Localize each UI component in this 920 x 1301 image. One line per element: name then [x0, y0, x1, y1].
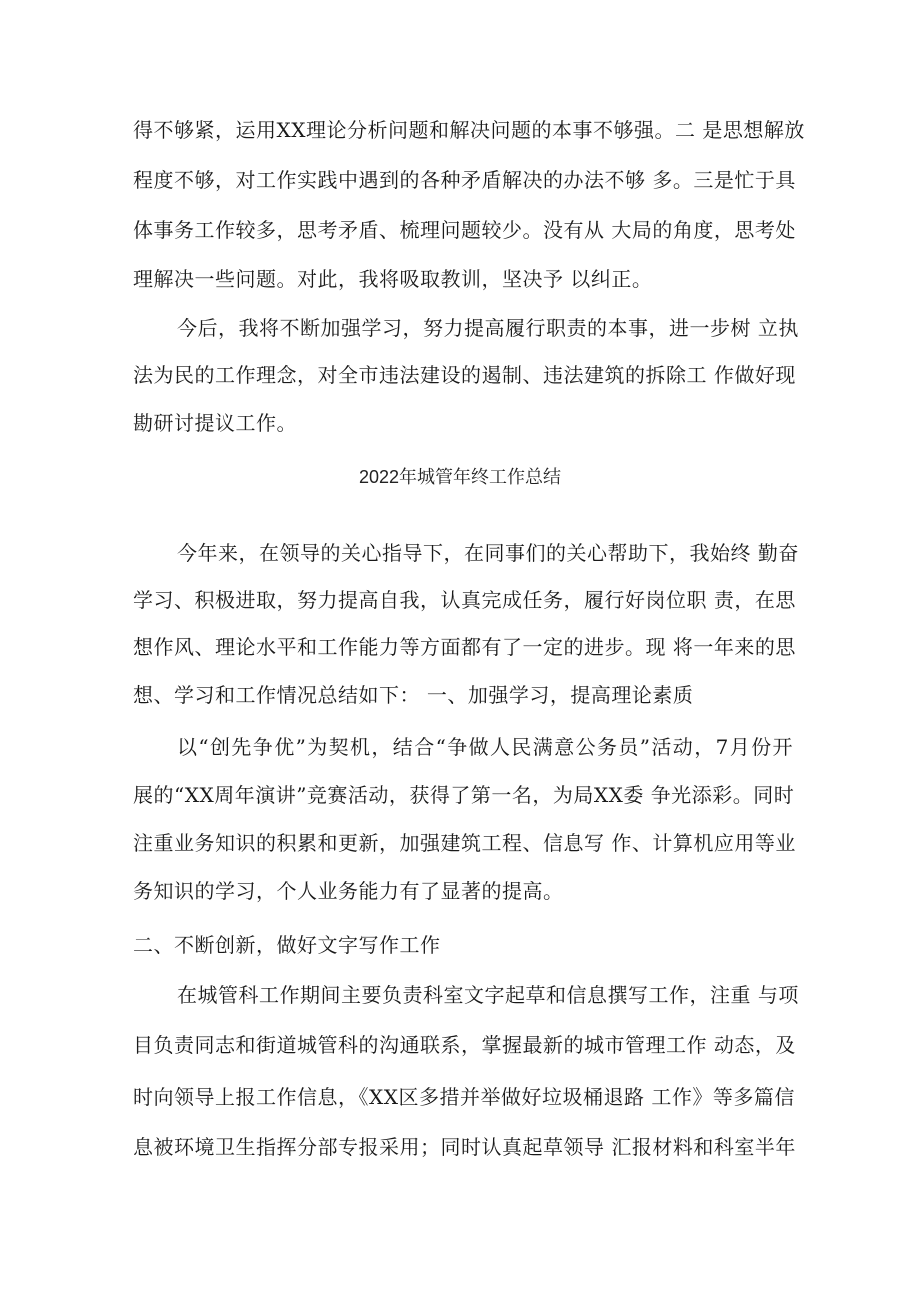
paragraph-line: 目负责同志和街道城管科的沟通联系，掌握最新的城市管理工作 动态，及 [133, 1033, 796, 1057]
section-heading: 二、不断创新，做好文字写作工作 [133, 933, 441, 957]
paragraph-line: 得不够紧，运用XX理论分析问题和解决问题的本事不够强。二 是思想解放 [133, 118, 805, 142]
paragraph-line: 想、学习和工作情况总结如下： 一、加强学习，提高理论素质 [133, 683, 694, 707]
paragraph-line: 勘研讨提议工作。 [133, 411, 297, 435]
paragraph-line: 注重业务知识的积累和更新，加强建筑工程、信息写 作、计算机应用等业 [133, 831, 796, 855]
paragraph-line: 展的“XX周年演讲”竞赛活动，获得了第一名，为局XX委 争光添彩。同时 [133, 783, 795, 807]
paragraph-line: 体事务工作较多，思考矛盾、梳理问题较少。没有从 大局的角度，思考处 [133, 218, 796, 242]
paragraph-line: 理解决一些问题。对此，我将吸取教训，坚决予 以纠正。 [133, 267, 653, 291]
paragraph-line: 以“创先争优”为契机，结合“争做人民满意公务员”活动，7月份开 [177, 735, 793, 759]
paragraph-line: 学习、积极进取，努力提高自我，认真完成任务，履行好岗位职 责，在思 [133, 588, 796, 612]
paragraph-line: 息被环境卫生指挥分部专报采用；同时认真起草领导 汇报材料和科室半年 [133, 1135, 796, 1159]
paragraph-line: 程度不够，对工作实践中遇到的各种矛盾解决的办法不够 多。三是忙于具 [133, 168, 796, 192]
paragraph-line: 今后，我将不断加强学习，努力提高履行职责的本事，进一步树 立执 [177, 316, 799, 340]
paragraph-line: 在城管科工作期间主要负责科室文字起草和信息撰写工作，注重 与项 [177, 983, 799, 1007]
paragraph-line: 时向领导上报工作信息，《XX区多措并举做好垃圾桶退路 工作》等多篇信 [133, 1085, 795, 1109]
paragraph-line: 务知识的学习，个人业务能力有了显著的提高。 [133, 879, 564, 903]
paragraph-line: 今年来，在领导的关心指导下，在同事们的关心帮助下，我始终 勤奋 [177, 541, 799, 565]
document-title: 2022年城管年终工作总结 [358, 467, 562, 487]
paragraph-line: 想作风、理论水平和工作能力等方面都有了一定的进步。现 将一年来的思 [133, 635, 796, 659]
paragraph-line: 法为民的工作理念，对全市违法建设的遏制、违法建筑的拆除工 作做好现 [133, 363, 796, 387]
